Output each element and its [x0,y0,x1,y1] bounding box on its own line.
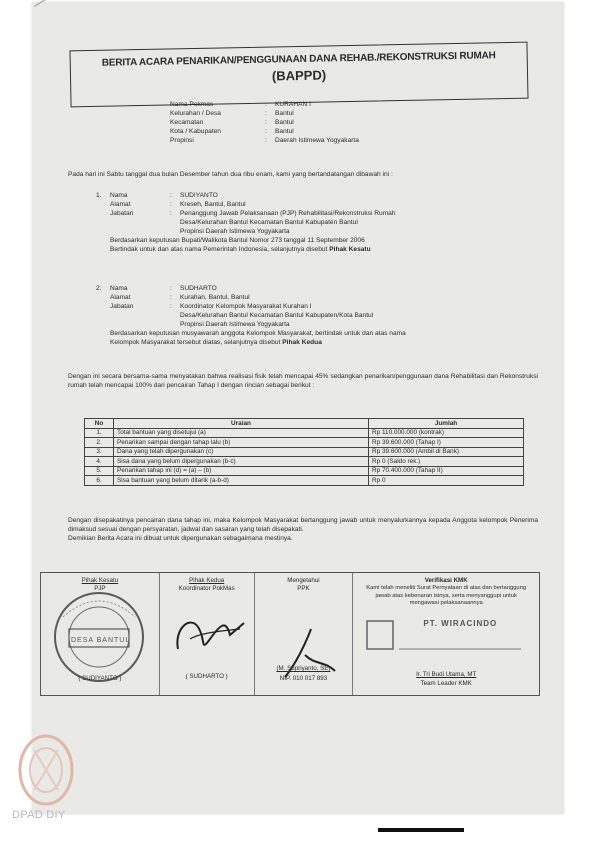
dpad-seal-icon [14,730,78,810]
company-stamp-text: PT. WIRACINDO [423,619,498,628]
table-header-row: No Uraian Jumlah [85,419,524,429]
table-row: 1. Total bantuan yang disetujui (a) Rp 110.000.000 (kontrak) [85,428,524,438]
signature-pihak-kedua: Pihak Kedua Koordinator PokMas ( SUDHARTO ) [160,573,255,695]
identity-row: Nama Pokmas : KURAHAN I [170,101,311,108]
pokmas-identity [170,100,359,145]
intro-paragraph: Pada hari ini Sabtu tanggal dua bulan Desember tahun dua ribu enam, kami yang bertandatangan dibawah ini : [68,171,393,178]
realisation-statement: Dengan ini secara bersama-sama menyatakan bahwa realisasi fisik telah mencapai 45% sedangkan penarikan/penggunaan dana Rehabilitasi dan Rekonstruksi rumah telah mencapai 100% dari pencairan Tahap I dengan rincian sebagai berikut : [68,373,538,389]
document-title: BERITA ACARA PENARIKAN/PENGGUNAAN DANA REHAB./REKONSTRUKSI RUMAH [101,50,496,69]
table-row: 5. Penarikan tahap ini (d) = (a) – (b) Rp 70.400.000 (Tahap II) [85,466,524,476]
party-two-designation: Pihak Kedua [282,339,322,346]
kmk-name: Ir. Tri Budi Utama, MT [416,671,477,678]
bottom-black-bar [378,828,464,832]
party-one-name: SUDIYANTO [180,192,218,199]
handwritten-signature-icon [170,609,250,659]
party-two-name: SUDHARTO [180,285,217,292]
table-row: 4. Sisa dana yang belum dipergunakan (b-c) Rp 0 (Saldo rek.) [85,457,524,467]
watermark-text: DPAD DIY [12,809,66,821]
ppk-nip: NIP. 010 017 893 [279,675,328,682]
signature-section [40,572,540,696]
table-row: 6. Sisa bantuan yang belum ditarik (a-b-d) Rp 0 [85,476,524,486]
signature-pihak-kesatu: Pihak Kesatu PJP DESA BANTUL ( SUDIYANTO ) [41,573,160,695]
closing-paragraph: Dengan disepakatinya pencairan dana tahap ini, maka Kelompok Masyarakat bertanggung jawab untuk menyalurkannya kepada Anggota kelompok Penerima dimaksud sesuai dengan persyaratan, jadwal dan sasaran yang telah disepakati. Demikian Berita Acara ini dibuat untuk dipergunakan sebagaimana mestinya. [68,517,538,542]
table-row: 3. Dana yang telah dipergunakan (c) Rp 39.600.000 (Ambil di Bank) [85,447,524,457]
ppk-name: (M. Supriyanto, SE) [276,665,331,672]
identity-row: Kelurahan / Desa : Bantul [170,110,294,117]
signature-kmk: Verifikasi KMK Kami telah meneliti Surat Pernyataan di atas dan bertanggung jawab atas kebenaran isinya, serta menyanggupi untuk mengawasi pelaksanaannya PT. WIRACINDO Ir. Tri Budi Utama, MT Team Leader KMK [353,573,539,695]
pihak-kedua-name: ( SUDHARTO ) [185,673,228,680]
identity-row: Kecamatan : Bantul [170,119,294,126]
stamp-text: DESA BANTUL [71,637,131,644]
kmk-role: Team Leader KMK [420,680,472,687]
document-title-box [69,42,528,108]
signature-ppk: Mengetahui PPK (M. Supriyanto, SE) NIP. 010 017 893 [255,573,354,695]
identity-row: Propinsi : Daerah Istimewa Yogyakarta [170,137,359,144]
pihak-kesatu-name: ( SUDIYANTO ) [78,675,122,682]
party-one-designation: Pihak Kesatu [329,246,371,253]
document-subtitle: (BAPPD) [271,67,327,84]
identity-row: Kota / Kabupaten : Bantul [170,128,294,135]
disbursement-table [84,418,524,486]
table-row: 2. Penarikan sampai dengan tahap lalu (b) Rp 39.600.000 (Tahap I) [85,438,524,448]
